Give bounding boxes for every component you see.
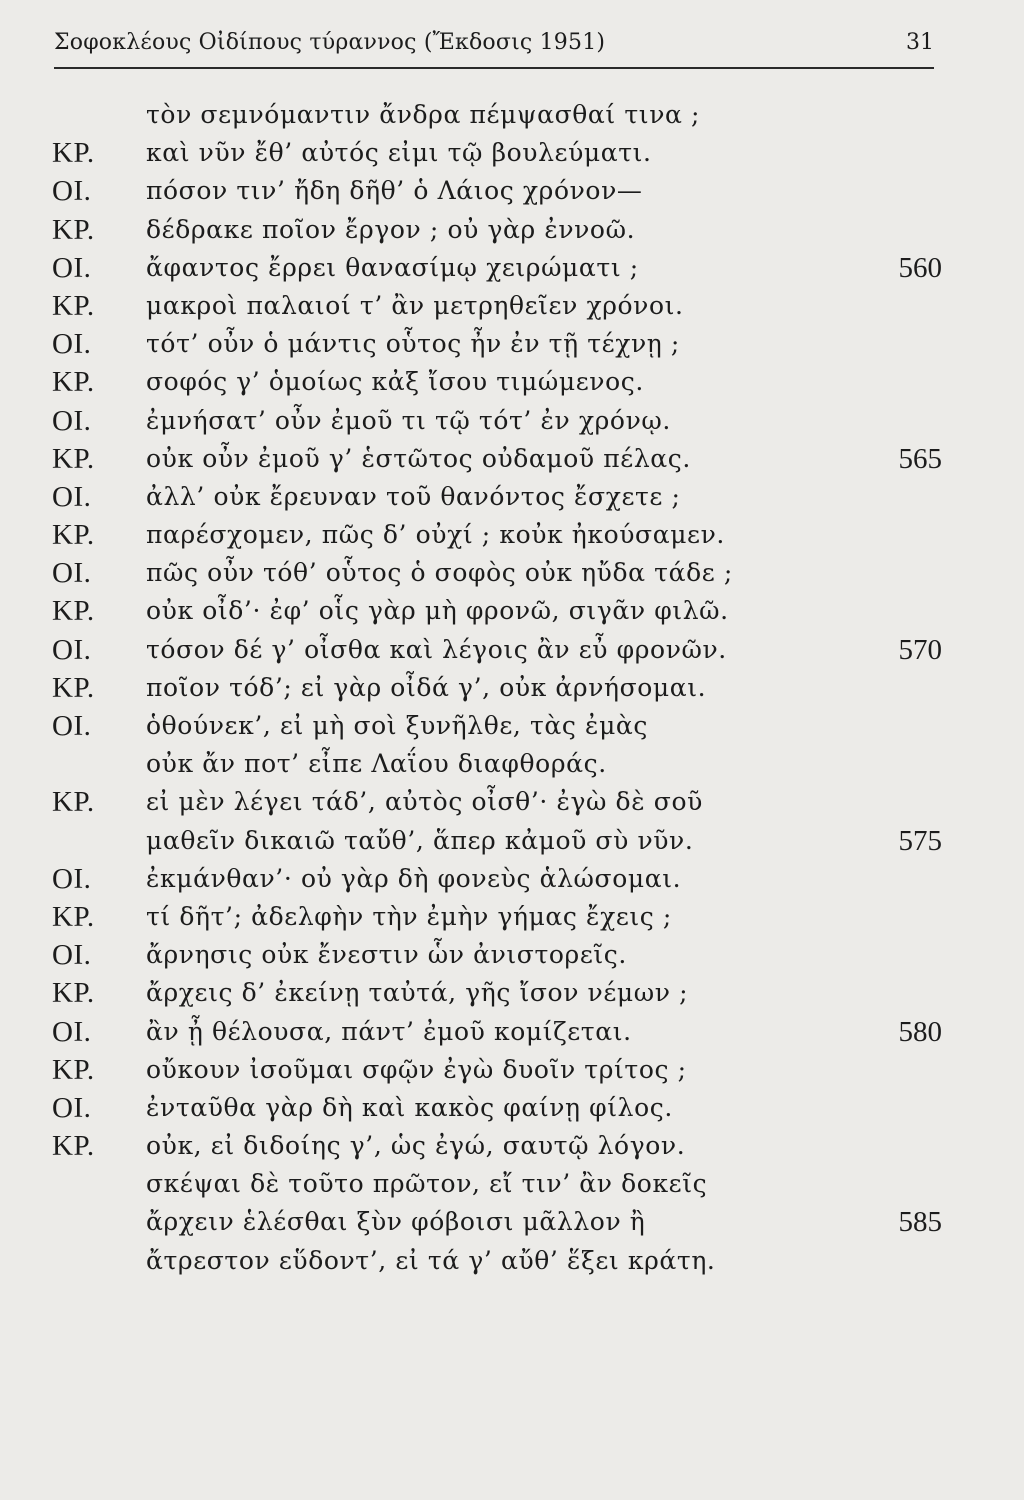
line-number: 575 — [898, 824, 942, 857]
verse-text: μαθεῖν δικαιῶ ταὔθ’, ἅπερ κἀμοῦ σὺ νῦν. — [146, 825, 694, 855]
verse-line — [52, 631, 952, 669]
verse-line — [52, 1127, 952, 1165]
header-title: Σοφοκλέους Οἰδίπους τύραννος (Ἔκδοσις 1951) — [54, 30, 606, 55]
verse-text: σκέψαι δὲ τοῦτο πρῶτον, εἴ τιν’ ἂν δοκεῖς — [146, 1169, 708, 1199]
speaker-label: ΚΡ. — [52, 289, 95, 322]
verse-text: μακροὶ παλαιοί τ’ ἂν μετρηθεῖεν χρόνοι. — [146, 290, 684, 320]
verse-text: ὁθούνεκ’, εἰ μὴ σοὶ ξυνῆλθε, τὰς ἐμὰς — [146, 711, 648, 740]
verse-line — [52, 134, 952, 172]
speaker-label: ΚΡ. — [52, 671, 95, 704]
verse-line — [52, 783, 952, 821]
speaker-label: ΟΙ. — [52, 1091, 92, 1124]
speaker-label: ΚΡ. — [52, 595, 95, 628]
verse-line — [52, 822, 952, 860]
verse-line — [52, 707, 952, 745]
verse-line — [52, 974, 952, 1012]
speaker-label: ΟΙ. — [52, 480, 92, 513]
verse-line — [52, 172, 952, 210]
verse-text: εἰ μὲν λέγει τάδ’, αὐτὸς οἶσθ’· ἐγὼ δὲ σοῦ — [146, 787, 703, 817]
verse-text: ἀλλ’ οὐκ ἔρευναν τοῦ θανόντος ἔσχετε ; — [146, 481, 681, 511]
line-number: 565 — [898, 442, 942, 475]
verse-text: οὔκουν ἰσοῦμαι σφῷν ἐγὼ δυοῖν τρίτος ; — [146, 1054, 687, 1084]
verse-text: τὸν σεμνόμαντιν ἄνδρα πέμψασθαί τινα ; — [146, 100, 701, 129]
verse-text: οὐκ, εἰ διδοίης γ’, ὡς ἐγώ, σαυτῷ λόγον. — [146, 1131, 686, 1161]
speaker-label: ΚΡ. — [52, 366, 95, 399]
verse-text: παρέσχομεν, πῶς δ’ οὐχί ; κοὐκ ἠκούσαμεν. — [146, 520, 725, 550]
verse-text: ἄρχειν ἑλέσθαι ξὺν φόβοισι μᾶλλον ἢ — [146, 1207, 646, 1237]
verse-line — [52, 249, 952, 287]
verse-text: ἄτρεστον εὕδοντ’, εἰ τά γ’ αὔθ’ ἕξει κράτη. — [146, 1245, 716, 1275]
verse-text: δέδρακε ποῖον ἔργον ; οὐ γὰρ ἐννοῶ. — [146, 214, 636, 244]
verse-line — [52, 1203, 952, 1241]
speaker-label: ΟΙ. — [52, 1015, 92, 1048]
verse-line — [52, 478, 952, 516]
verse-text: ποῖον τόδ’; εἰ γὰρ οἶδά γ’, οὐκ ἀρνήσομαι. — [146, 672, 707, 702]
verse-line — [52, 592, 952, 630]
line-number: 560 — [898, 251, 942, 284]
speaker-label: ΚΡ. — [52, 977, 95, 1010]
verse-text: ἐνταῦθα γὰρ δὴ καὶ κακὸς φαίνῃ φίλος. — [146, 1092, 673, 1122]
speaker-label: ΟΙ. — [52, 328, 92, 361]
speaker-label: ΚΡ. — [52, 900, 95, 933]
verse-line — [52, 1013, 952, 1051]
speaker-label: ΟΙ. — [52, 557, 92, 590]
verse-line — [52, 287, 952, 325]
verse-line — [52, 96, 952, 134]
speaker-label: ΟΙ. — [52, 175, 92, 208]
speaker-label: ΚΡ. — [52, 213, 95, 246]
speaker-label: ΚΡ. — [52, 1130, 95, 1163]
verse-line — [52, 402, 952, 440]
verse-text: πῶς οὖν τόθ’ οὗτος ὁ σοφὸς οὐκ ηὔδα τάδε ; — [146, 558, 733, 588]
verse-text: ἄρνησις οὐκ ἔνεστιν ὧν ἀνιστορεῖς. — [146, 940, 627, 970]
verse-line — [52, 745, 952, 783]
speaker-label: ΟΙ. — [52, 939, 92, 972]
line-number: 570 — [898, 633, 942, 666]
speaker-label: ΟΙ. — [52, 862, 92, 895]
verse-line — [52, 898, 952, 936]
speaker-label: ΟΙ. — [52, 404, 92, 437]
speaker-label: ΚΡ. — [52, 137, 95, 170]
speaker-label: ΚΡ. — [52, 519, 95, 552]
verse-text: πόσον τιν’ ἤδη δῆθ’ ὁ Λάιος χρόνον— — [146, 176, 643, 206]
verse-text: οὐκ ἄν ποτ’ εἶπε Λαΐου διαφθοράς. — [146, 749, 607, 779]
verse-line — [52, 669, 952, 707]
verse-line — [52, 363, 952, 401]
speaker-label: ΟΙ. — [52, 710, 92, 742]
verse-text: ἄφαντος ἔρρει θανασίμῳ χειρώματι ; — [146, 252, 639, 282]
verse-text: καὶ νῦν ἔθ’ αὐτός εἰμι τῷ βουλεύματι. — [146, 138, 652, 168]
verse-text: ἄρχεις δ’ ἐκείνῃ ταὐτά, γῆς ἴσον νέμων ; — [146, 978, 689, 1008]
verse-line — [52, 1089, 952, 1127]
verse-line — [52, 1165, 952, 1203]
speaker-label: ΚΡ. — [52, 442, 95, 475]
verse-line — [52, 860, 952, 898]
verse-text: τόσον δέ γ’ οἶσθα καὶ λέγοις ἂν εὖ φρονῶν. — [146, 634, 727, 664]
verse-line — [52, 440, 952, 478]
verse-line — [52, 1242, 952, 1280]
verse-block — [52, 96, 952, 1280]
page-number: 31 — [906, 30, 934, 55]
header-rule — [54, 67, 934, 69]
speaker-label: ΟΙ. — [52, 251, 92, 284]
speaker-label: ΟΙ. — [52, 633, 92, 666]
speaker-label: ΚΡ. — [52, 786, 95, 819]
verse-line — [52, 1051, 952, 1089]
verse-line — [52, 554, 952, 592]
verse-text: ἂν ᾖ θέλουσα, πάντ’ ἐμοῦ κομίζεται. — [146, 1016, 632, 1046]
line-number: 580 — [898, 1015, 942, 1048]
verse-line — [52, 516, 952, 554]
verse-text: σοφός γ’ ὁμοίως κἀξ ἴσου τιμώμενος. — [146, 367, 644, 397]
verse-line — [52, 936, 952, 974]
verse-text: τί δῆτ’; ἀδελφὴν τὴν ἐμὴν γήμας ἔχεις ; — [146, 901, 672, 931]
verse-text: οὐκ οἶδ’· ἐφ’ οἷς γὰρ μὴ φρονῶ, σιγᾶν φιλῶ. — [146, 596, 729, 626]
verse-text: ἐκμάνθαν’· οὐ γὰρ δὴ φονεὺς ἁλώσομαι. — [146, 863, 682, 893]
speaker-label: ΚΡ. — [52, 1053, 95, 1086]
verse-line — [52, 325, 952, 363]
verse-text: ἐμνήσατ’ οὖν ἐμοῦ τι τῷ τότ’ ἐν χρόνῳ. — [146, 405, 671, 435]
verse-line — [52, 211, 952, 249]
running-header — [54, 22, 934, 66]
verse-text: τότ’ οὖν ὁ μάντις οὗτος ἦν ἐν τῇ τέχνῃ ; — [146, 329, 680, 359]
verse-text: οὐκ οὖν ἐμοῦ γ’ ἑστῶτος οὐδαμοῦ πέλας. — [146, 443, 691, 473]
line-number: 585 — [898, 1206, 942, 1239]
